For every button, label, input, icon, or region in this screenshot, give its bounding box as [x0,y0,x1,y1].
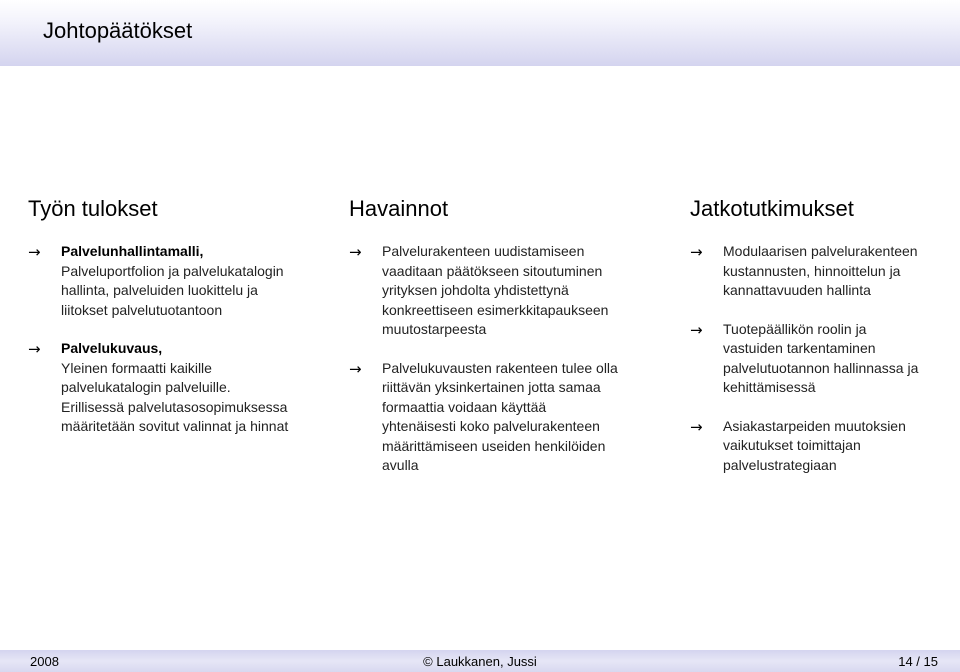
arrow-icon: → [349,243,362,261]
slide-header [0,0,960,66]
bullet-line: formaattia voidaan käyttää [382,398,547,415]
column-title: Jatkotutkimukset [690,196,854,221]
bullet-item [28,339,328,437]
arrow-icon: → [690,417,703,436]
bullet-line: riittävän yksinkertainen jotta samaa [382,379,601,395]
bullet-line: Modulaarisen palvelurakenteen [723,243,918,259]
bullet-line: Tuotepäällikön roolin ja [723,320,867,337]
bullet-line: Palvelurakenteen uudistamiseen [382,243,585,259]
bullet-line: konkreettiseen esimerkkitapaukseen [382,301,609,318]
column-title: Työn tulokset [28,196,158,221]
bullet-line: vastuiden tarkentaminen [723,340,876,356]
bullet-line: määrittämiseen useiden henkilöiden [382,437,606,454]
arrow-icon: → [28,243,41,261]
bullet-item [349,242,649,340]
bullet-line: Palvelukuvausten rakenteen tulee olla [382,359,618,376]
bullet-line: Yleinen formaatti kaikille [61,359,212,376]
bullet-line: yhtenäisesti koko palvelurakenteen [382,418,600,434]
bullet-item [690,242,958,301]
arrow-icon: → [690,320,703,339]
bullet-line: Asiakastarpeiden muutoksien [723,417,906,434]
page-number: 14 / 15 [898,654,938,669]
slide-title: Johtopäätökset [43,18,193,43]
column-title: Havainnot [349,196,449,221]
column-havainnot [349,196,649,495]
footer-year: 2008 [30,654,59,669]
bullet-line: Palvelunhallintamalli, [61,243,204,259]
arrow-icon: → [28,340,41,358]
bullet-line: vaikutukset toimittajan [723,437,861,453]
bullet-line: Palveluportfolion ja palvelukatalogin [61,262,284,279]
bullet-line: palvelustrategiaan [723,456,837,473]
bullet-line: muutostarpeesta [382,321,487,337]
bullet-line: vaaditaan päätökseen sitoutuminen [382,262,603,279]
bullet-line: Palvelukuvaus, [61,340,163,356]
bullet-item [690,320,958,398]
bullet-item [690,417,958,476]
bullet-line: hallinta, palveluiden luokittelu ja [61,282,258,298]
bullet-line: kustannusten, hinnoittelun ja [723,262,901,279]
bullet-line: yrityksen johdolta yhdistettynä [382,282,569,298]
bullet-line: palvelukatalogin palveluille. [61,379,231,395]
bullet-line: Erillisessä palvelutasosopimuksessa [61,398,288,415]
bullet-line: palvelutuotannon hallinnassa ja [723,359,919,376]
arrow-icon: → [349,359,362,378]
column-tyon-tulokset [28,196,328,456]
bullet-item [349,359,649,476]
bullet-line: kannattavuuden hallinta [723,282,871,298]
bullet-item [28,242,328,320]
bullet-line: kehittämisessä [723,379,816,395]
bullet-line: liitokset palvelutuotantoon [61,301,223,318]
arrow-icon: → [690,243,703,261]
bullet-line: avulla [382,457,419,473]
bullet-line: määritetään sovitut valinnat ja hinnat [61,418,289,434]
column-jatkotutkimukset [690,196,958,494]
footer-author: © Laukkanen, Jussi [423,654,537,669]
slide-footer [0,650,960,672]
